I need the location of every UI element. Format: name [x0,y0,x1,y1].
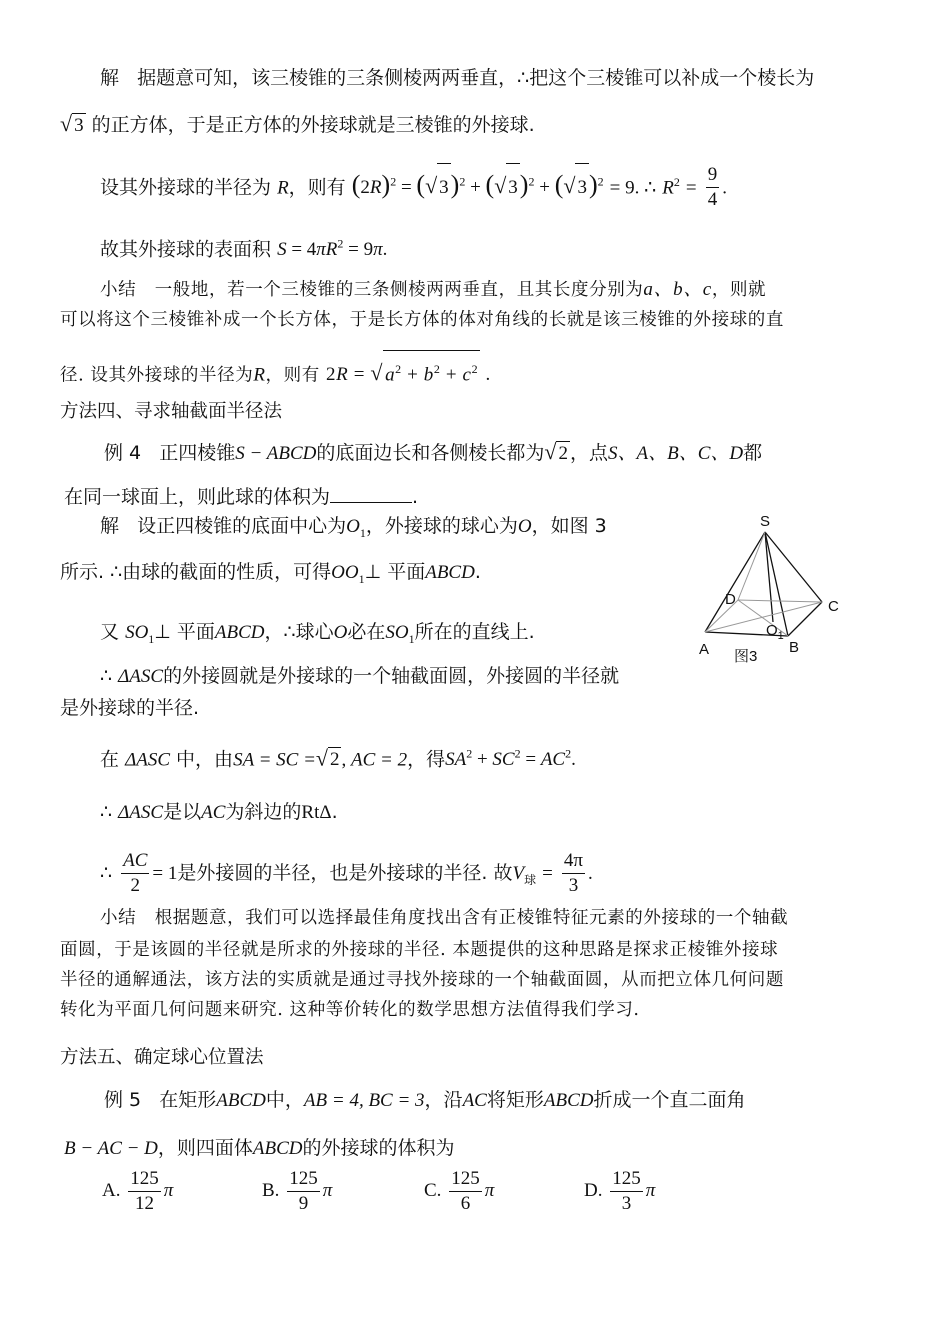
radius-text: 设其外接球的半径为 [100,176,272,199]
radius-equation-line: 设其外接球的半径为 R，则有 $(2R)^2$ = (√ 3)$^2$ + (√ 3)$^2$ + (√ 3)$^2$ = 9. ∴ $R^2$ = $\frac{9}{4}$ . [100,164,727,211]
solution4-line-1: 解 设正四棱锥的底面中心为$O_1$，外接球的球心为O，如图 3 [100,515,607,540]
pyramid-lines [705,532,822,636]
answer-blank[interactable] [330,484,412,503]
summary2-line-4: 转化为平面几何问题来研究. 这种等价转化的数学思想方法值得我们学习. [60,1000,640,1020]
solution-label: 解 [100,67,120,89]
solution4-line-6: 在 ΔASC 中，由SA = SC =√ 2 , AC = 2，得$SA^2 + SC^2 = AC^2$. [100,745,576,771]
solution-text: 据题意可知，该三棱锥的三条侧棱两两垂直，∴把这个三棱锥可以补成一个棱长为 [137,67,815,89]
label-C: C [828,598,839,615]
label-A: A [699,641,710,658]
option-d[interactable]: D. $\frac{125}{3}$ π [584,1168,656,1215]
example5-line-2: B − AC − D，则四面体ABCD的外接球的体积为 [64,1137,455,1159]
label-S: S [760,513,771,530]
solution4-line-8: ∴ $\frac{AC}{2}$ = 1是外接圆的半径，也是外接球的半径. 故$V_球$ = $\frac{4\pi}{3}$ . [100,850,593,896]
sqrt-3: 3 [74,115,84,136]
solution4-line-5: 是外接球的半径. [60,697,200,719]
var-R: R [277,177,289,199]
equation-lhs: $(2R)^2$ = (√ 3)$^2$ + (√ 3)$^2$ + (√ 3)$^2$ [352,177,604,198]
then-text: ，则有 [288,176,346,199]
fraction-ac-2: $\frac{AC}{2}$ [123,850,148,896]
fraction-9-4: $\frac{9}{4}$ [707,164,718,211]
summary1-line-1: 小结 一般地，若一个三棱锥的三条侧棱两两垂直，且其长度分别为a、b、c，则就 [100,279,767,300]
summary-label: 小结 [100,280,137,300]
example4-label: 例 4 [104,442,142,464]
label-D: D [725,591,736,608]
solution4-line-4: ∴ ΔASC的外接圆就是外接球的一个轴截面圆，外接圆的半径就 [100,665,620,687]
edge-SB [765,532,788,636]
summary2-line-1: 小结 根据题意，我们可以选择最佳角度找出含有正棱锥特征元素的外接球的一个轴截 [100,908,789,928]
pythagoras: $SA^2 + SC^2 = AC^2$. [445,747,576,771]
edge-SD [738,532,765,600]
solution4-line-2: 所示. ∴由球的截面的性质，可得$OO_1\perp$ 平面ABCD. [60,561,481,586]
method5-title: 方法五、确定球心位置法 [60,1047,264,1068]
edge-SA [705,532,765,632]
fraction-4pi-3: $\frac{4\pi}{3}$ [563,850,584,896]
summary2-line-3: 半径的通解通法，该方法的实质就是通过寻找外接球的一个轴截面圆，从而把立体几何问题 [60,970,784,990]
diagonal-formula: 2R = √ $a^2 + b^2 + c^2$ . [326,364,491,385]
diagonal-AC [705,602,822,632]
edge-BC [788,602,822,636]
edge-SC [765,532,822,602]
example5-line-1: 例 5 在矩形ABCD中，AB = 4, BC = 3，沿AC将矩形ABCD折成一个直二面角 [104,1089,746,1111]
summary1-line-3: 径. 设其外接球的半径为R，则有 2R = √ $a^2 + b^2 + c^2$ . [60,350,491,393]
solution-line-2: √ 3 的正方体，于是正方体的外接球就是三棱锥的外接球. [60,111,535,136]
solution-cont: 的正方体，于是正方体的外接球就是三棱锥的外接球. [91,114,535,136]
example4-line-2: 在同一球面上，则此球的体积为 . [64,486,419,508]
option-c[interactable]: C. $\frac{125}{6}$ π [424,1168,495,1215]
surface-area-line [100,232,387,262]
example4-line-1: 例 4 正四棱锥S − ABCD的底面边长和各侧棱长都为√ 2 ，点S、A、B、C、D都 [104,439,763,464]
solution4-line-3: 又 $SO_1\perp$ 平面ABCD，∴球心O必在$SO_1$所在的直线上. [100,621,535,646]
axis-SO1 [765,532,773,622]
label-O1: $O_1$ [766,622,784,642]
solution4-line-7: ∴ ΔASC是以AC为斜边的RtΔ. [100,801,338,823]
figure-caption: 图3 [734,648,758,665]
solution-line-1 [100,66,814,90]
surface-area-formula: $S = 4\pi R^2 = 9\pi$. [277,237,388,261]
method4-title: 方法四、寻求轴截面半径法 [60,401,283,422]
figure-3-pyramid [690,510,860,670]
surface-area-text: 故其外接球的表面积 [100,238,272,261]
summary2-line-2: 面圆，于是该圆的半径就是所求的外接球的半径. 本题提供的这种思路是探求正棱锥外接球 [60,940,779,960]
equation-eq: = 9. ∴ [609,177,657,199]
option-b[interactable]: B. $\frac{125}{9}$ π [262,1168,333,1215]
option-a[interactable]: A. $\frac{125}{12}$ π [102,1168,174,1215]
summary1-line-2: 可以将这个三棱锥补成一个长方体，于是长方体的体对角线的长就是该三棱锥的外接球的直 [60,310,784,330]
label-B: B [789,639,800,656]
